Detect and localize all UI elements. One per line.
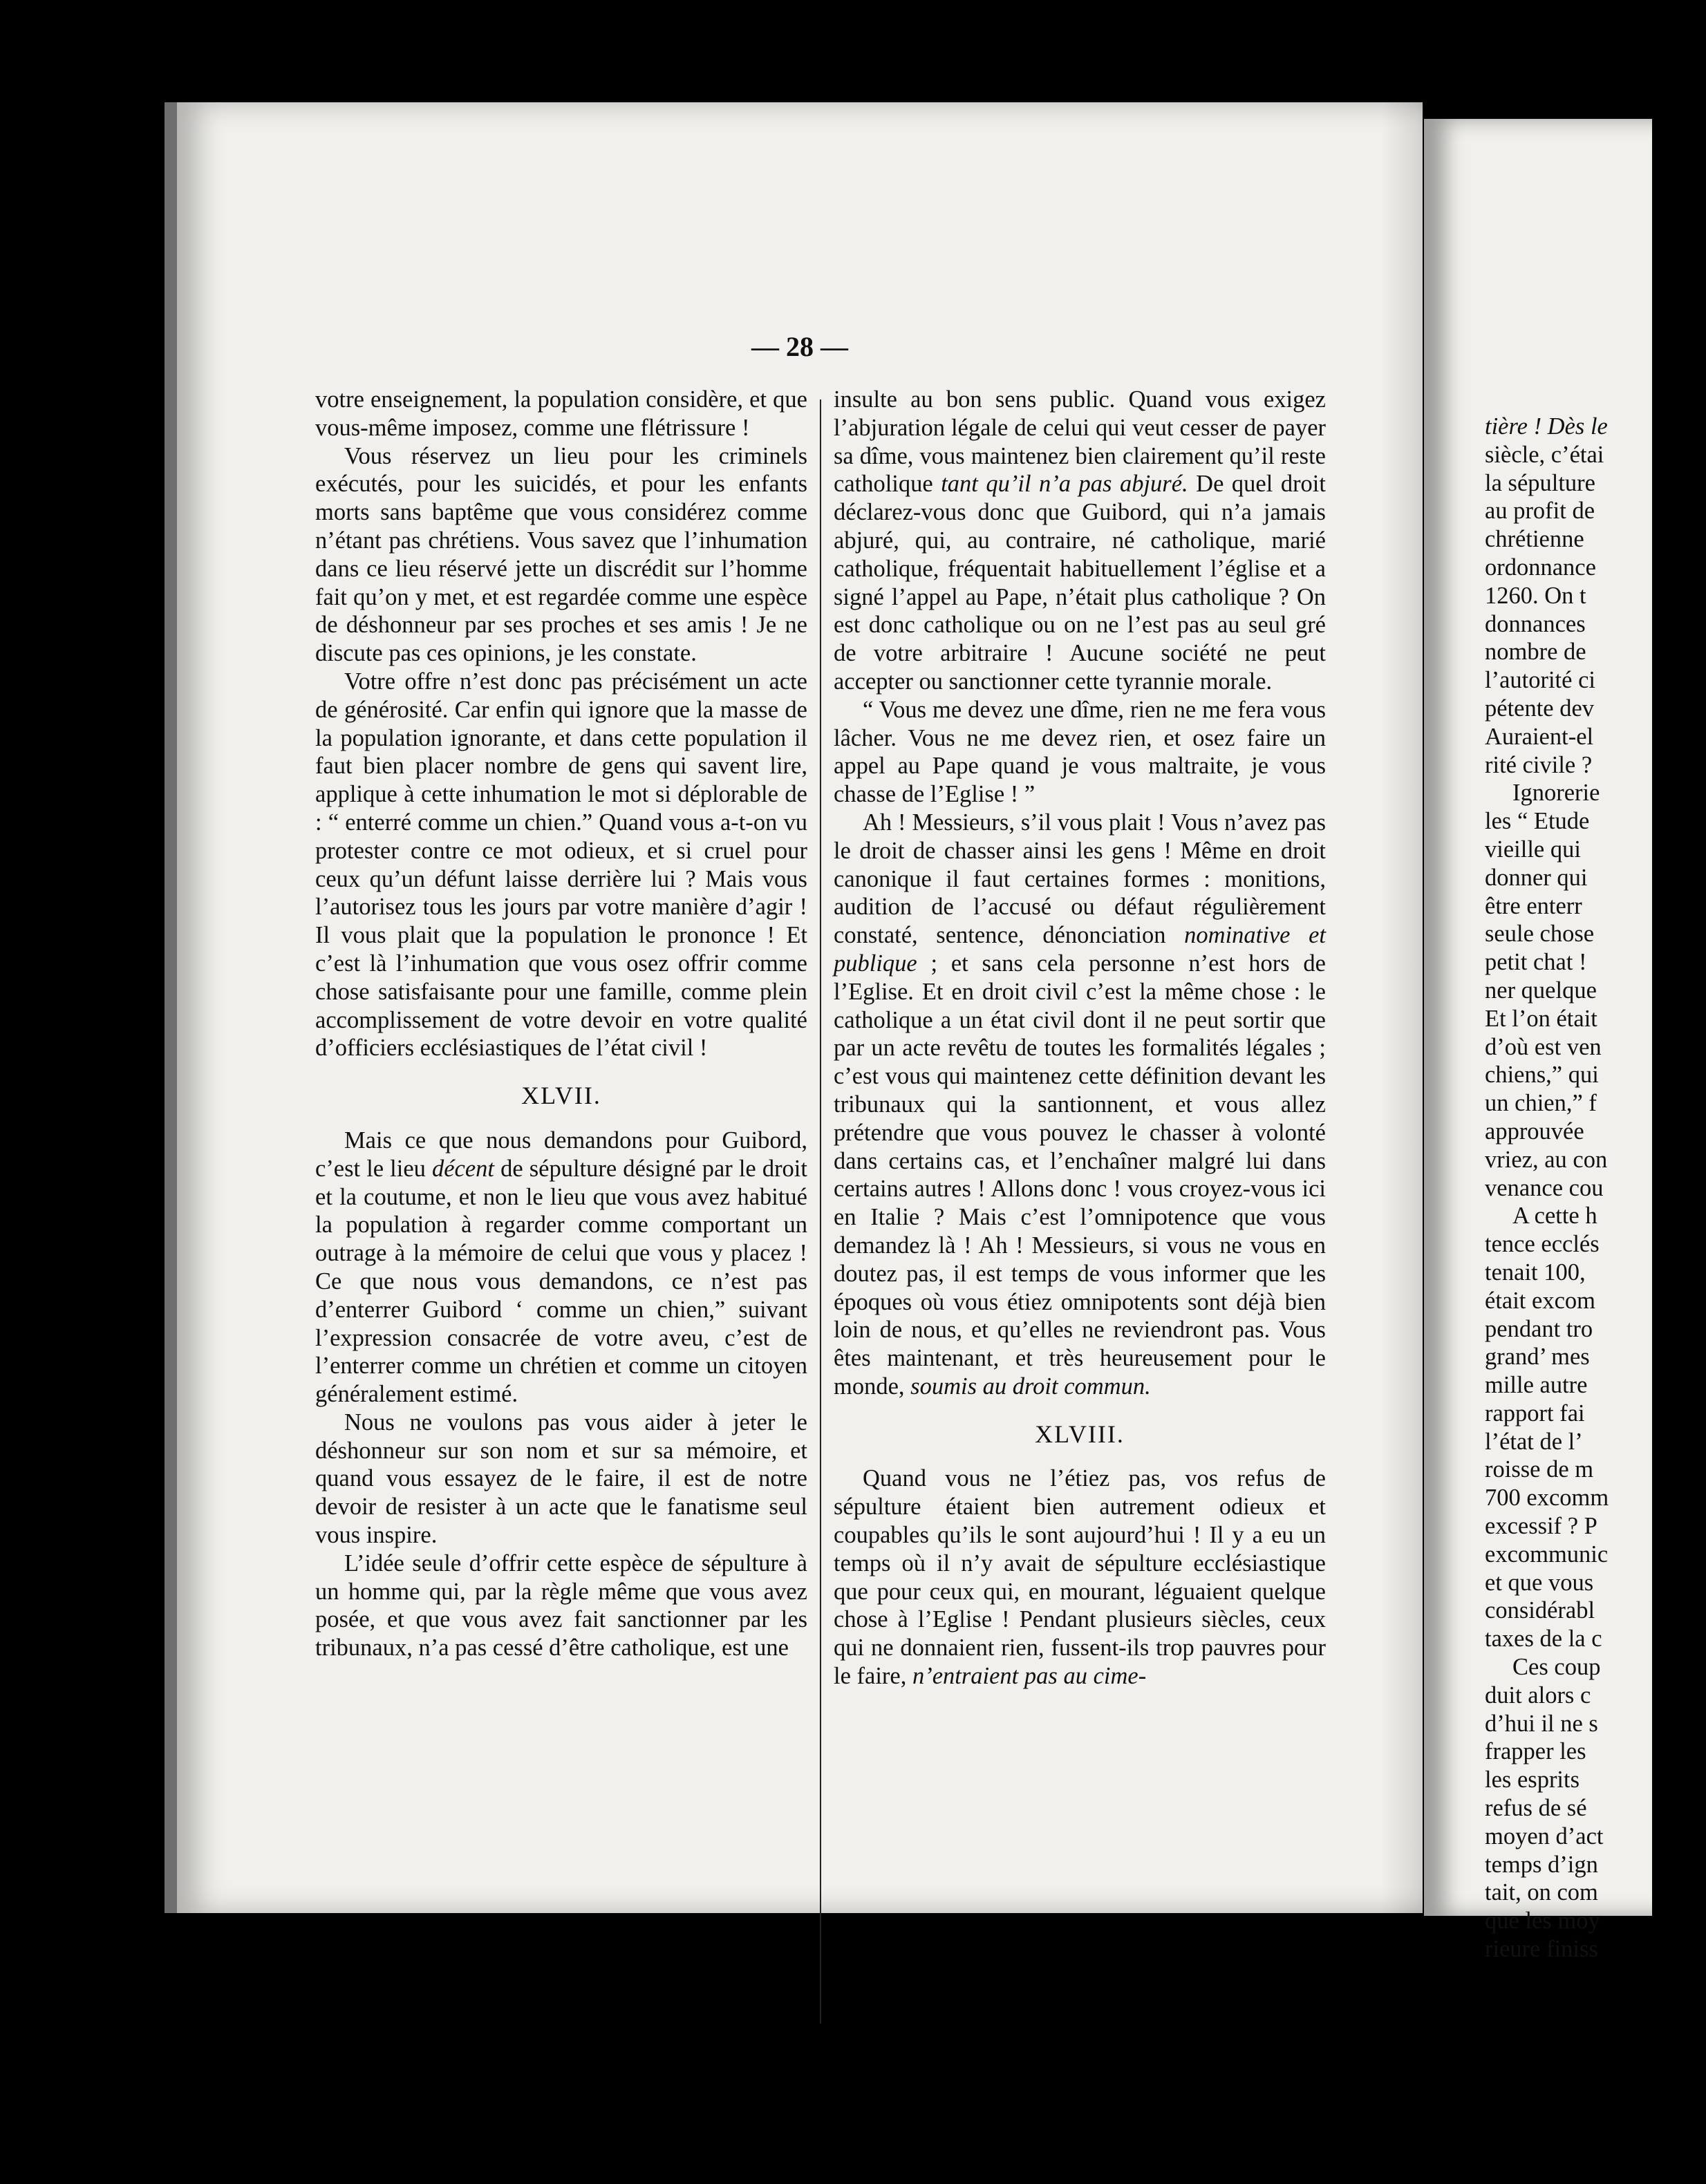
text-line: tait, on com [1485, 1879, 1598, 1906]
left-page [165, 102, 1423, 1913]
text-line: excommunic [1485, 1541, 1609, 1568]
text-line: approuvée [1485, 1118, 1584, 1145]
text-line: tenait 100, [1485, 1259, 1586, 1286]
left-column [315, 386, 807, 1662]
text-line: seule chose [1485, 921, 1595, 948]
text-line: rité civile ? [1485, 751, 1593, 778]
text-line: vriez, au con [1485, 1146, 1608, 1173]
paragraph: “ Vous me devez une dîme, rien ne me fera vous lâcher. Vous ne me devez rien, et osez faire un appel au Pape quand je vous maltraite, je vous chasse de l’Eglise ! ” [834, 696, 1326, 808]
text-line: au profit de [1485, 498, 1595, 525]
paragraph: Quand vous ne l’étiez pas, vos refus de sépulture étaient bien autrement odieux et coupables qu’ils le sont aujourd’hui ! Il y a eu un temps où il n’y avait de sépulture ecclésiastique que pour ceux qui, en mourant, léguaient quelque chose à l’Eglise ! Pendant plusieurs siècles, ceux qui ne donnaient rien, fussent-ils trop pauvres pour le faire, n’entraient pas au cime- [834, 1465, 1326, 1690]
text-line: Et l’on était [1485, 1005, 1597, 1032]
paragraph: Ah ! Messieurs, s’il vous plait ! Vous n’avez pas le droit de chasser ainsi les gens ! Même en droit canonique il faut certaines formes : monitions, audition de l’accusé ou défaut régulièrement constaté, sentence, dénonciation nominative et publique ; et sans cela personne n’est hors de l’Eglise. Et en droit civil c’est la même chose : le catholique a un état civil dont il ne peut sortir que par un acte revêtu de toutes les formalités légales ; c’est vous qui maintenez cette définition devant les tribunaux qui la santionnent, et vous allez prétendre que vous pouvez le chasser à volonté dans certains cas, et l’enchaîner malgré lui dans certains autres ! Allons donc ! vous croyez-vous ici en Italie ? Mais c’est l’omnipotence que vous demandez là ! Ah ! Messieurs, si vous ne vous en doutez pas, il est temps de vous informer que les époques où vous étiez omnipotents sont déjà bien loin de nous, et qu’elles ne reviendront pas. Vous êtes maintenant, et très heureusement pour le monde, soumis au droit commun. [834, 809, 1326, 1400]
text-line: duit alors c [1485, 1682, 1591, 1708]
text-line: ordonnance [1485, 554, 1596, 581]
text-line: refus de sé [1485, 1795, 1587, 1822]
page-number: — 28 — [751, 331, 848, 362]
text-line: d’hui il ne s [1485, 1710, 1598, 1737]
text-line: que les moy [1485, 1908, 1600, 1934]
paragraph: Vous réservez un lieu pour les criminels exécutés, pour les suicidés, et pour les enfants morts sans baptême que vous considérez comme n’étant pas chrétiens. Vous savez que l’inhumation dans ce lieu réservé jette un discrédit sur l’homme fait qu’on y met, et est regardée comme une espèce de déshonneur par ses proches et ses amis ! Je ne discute pas ces opinions, je les constate. [315, 442, 807, 667]
text-line: chrétienne [1485, 526, 1584, 553]
text-line: donnances [1485, 610, 1586, 637]
text-line: les esprits [1485, 1767, 1580, 1794]
text-line: Ignorerie [1512, 780, 1600, 807]
text-line: tence ecclés [1485, 1231, 1600, 1258]
text-line: taxes de la c [1485, 1626, 1602, 1653]
paragraph: votre enseignement, la population considère, et que vous-même imposez, comme une flétrissure ! [315, 386, 807, 441]
paragraph: insulte au bon sens public. Quand vous exigez l’abjuration légale de celui qui veut cesser de payer sa dîme, vous maintenez bien clairement qu’il reste catholique tant qu’il n’a pas abjuré. De quel droit déclarez-vous donc que Guibord, qui n’a jamais abjuré, qui, au contraire, né catholique, marié catholique, fréquentait habituellement l’église et a signé l’appel au Pape, n’était plus catholique ? On est donc catholique ou on ne l’est pas au seul gré de votre arbitraire ! Aucune société ne peut accepter ou sanctionner cette tyrannie morale. [834, 386, 1326, 695]
text-line: donner qui [1485, 864, 1588, 891]
paragraph: Votre offre n’est donc pas précisément un acte de générosité. Car enfin qui ignore que la masse de la population ignorante, et dans cette population il faut bien placer nombre de gens qui savent lire, applique à cette inhumation le mot si déplorable de : “ enterré comme un chien.” Quand vous a-t-on vu protester contre ce mot odieux, et si cruel pour ceux qu’un défunt laisse derrière lui ? Mais vous l’autorisez tous les jours par votre manière d’agir ! Il vous plait que la population le prononce ! Et c’est là l’inhumation que vous osez offrir comme chose satisfaisante pour une famille, comme plein accomplissement de votre devoir en votre qualité d’officiers ecclésiastiques de l’état civil ! [315, 668, 807, 1062]
text-line: temps d’ign [1485, 1851, 1598, 1878]
text-line: 1260. On t [1485, 582, 1586, 609]
section-heading-xlvii: XLVII. [521, 1082, 601, 1110]
text-line: pendant tro [1485, 1315, 1593, 1342]
text-line: un chien,” f [1485, 1090, 1597, 1117]
text-line: frapper les [1485, 1738, 1586, 1765]
text-line: tière ! Dès le [1485, 413, 1608, 440]
text-line: l’état de l’ [1485, 1428, 1583, 1455]
text-line: vieille qui [1485, 836, 1581, 863]
text-line: mille autre [1485, 1372, 1588, 1399]
text-line: petit chat ! [1485, 949, 1587, 976]
text-line: moyen d’act [1485, 1823, 1604, 1849]
middle-column [834, 386, 1326, 1691]
right-page-partial [1424, 119, 1652, 1963]
text-line: être enterr [1485, 892, 1582, 919]
text-line: pétente dev [1485, 695, 1595, 722]
text-line: A cette h [1512, 1203, 1597, 1230]
text-line: grand’ mes [1485, 1344, 1590, 1371]
text-line: la sépulture [1485, 469, 1595, 496]
text-line: et que vous [1485, 1569, 1594, 1596]
text-line: rapport fai [1485, 1400, 1585, 1427]
text-line: ner quelque [1485, 977, 1597, 1004]
right-column [1485, 413, 1706, 1964]
text-line: d’où est ven [1485, 1033, 1602, 1060]
text-line: venance cou [1485, 1174, 1604, 1201]
text-line: 700 excomm [1485, 1485, 1609, 1512]
text-line: siècle, c’étai [1485, 441, 1604, 468]
text-line: considérabl [1485, 1597, 1595, 1624]
text-line: Auraient-el [1485, 723, 1594, 750]
text-line: rieure finiss [1485, 1936, 1598, 1963]
text-line: Ces coup [1512, 1654, 1601, 1681]
text-line: était excom [1485, 1287, 1595, 1314]
text-line: chiens,” qui [1485, 1062, 1599, 1089]
text-line: excessif ? P [1485, 1513, 1597, 1540]
section-heading-xlviii: XLVIII. [1035, 1420, 1125, 1448]
text-line: les “ Etude [1485, 808, 1590, 835]
text-line: nombre de [1485, 639, 1586, 666]
paragraph: Nous ne voulons pas vous aider à jeter le déshonneur sur son nom et sur sa mémoire, et quand vous essayez de le faire, il est de notre devoir de resister à un acte que le fanatisme seul vous inspire. [315, 1409, 807, 1549]
text-line: roisse de m [1485, 1456, 1594, 1483]
column-divider [820, 399, 821, 2024]
paragraph: L’idée seule d’offrir cette espèce de sépulture à un homme qui, par la règle même que vous avez posée, et que vous avez fait sanctionner par les tribunaux, n’a pas cessé d’être catholique, est une [315, 1550, 807, 1661]
text-line: l’autorité ci [1485, 667, 1595, 694]
paragraph: Mais ce que nous demandons pour Guibord, c’est le lieu décent de sépulture désigné par le droit et la coutume, et non le lieu que vous avez habitué la population à regarder comme comportant un outrage à la mémoire de celui que vous y placez ! Ce que nous vous demandons, ce n’est pas d’enterrer Guibord ‘ comme un chien,” suivant l’expression consacrée de votre aveu, c’est de l’enterrer comme un chrétien et comme un citoyen généralement estimé. [315, 1127, 807, 1408]
